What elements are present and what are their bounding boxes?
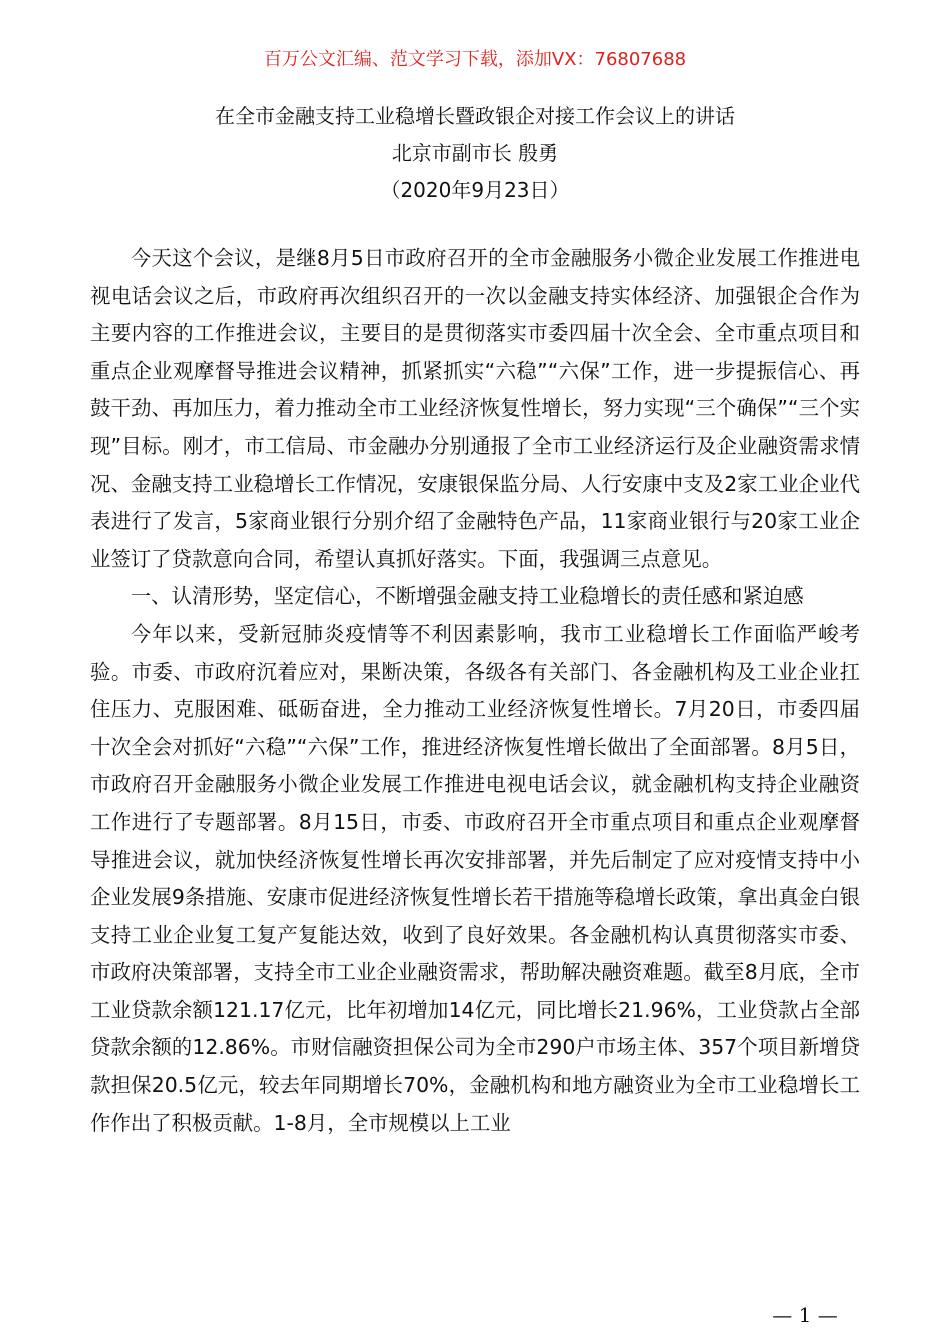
document-heading — [0, 98, 950, 209]
document-date: （2020年9月23日） — [380, 178, 570, 202]
section-heading-1: 一、认清形势，坚定信心，不断增强金融支持工业稳增长的责任感和紧迫感 — [130, 584, 804, 609]
document-body — [90, 240, 860, 1142]
watermark-text: 百万公文汇编、范文学习下载，添加VX：76807688 — [263, 49, 687, 70]
document-title: 在全市金融支持工业稳增长暨政银企对接工作会议上的讲话 — [215, 104, 735, 128]
paragraph-intro: 今天这个会议，是继8月5日市政府召开的全市金融服务小微企业发展工作推进电视电话会议之后，市政府再次组织召开的一次以金融支持实体经济、加强银企合作为主要内容的工作推进会议，主要目的是贯彻落实市委四届十次全会、全市重点项目和重点企业观摩督导推进会议精神，抓紧抓实“六稳”“六保”工作，进一步提振信心、再鼓干劲、再加压力，着力推动全市工业经济恢复性增长，努力实现“三个确保”“三个实现”目标。刚才，市工信局、市金融办分别通报了全市工业经济运行及企业融资需求情况、金融支持工业稳增长工作情况，安康银保监分局、人行安康中支及2家工业企业代表进行了发言，5家商业银行分别介绍了金融特色产品，11家商业银行与20家工业企业签订了贷款意向合同，希望认真抓好落实。下面，我强调三点意见。 — [90, 246, 860, 571]
document-author: 北京市副市长 殷勇 — [391, 141, 559, 165]
page-number: — 1 — — [772, 1303, 838, 1327]
paragraph-section-1: 今年以来，受新冠肺炎疫情等不利因素影响，我市工业稳增长工作面临严峻考验。市委、市政府沉着应对，果断决策，各级各有关部门、各金融机构及工业企业扛住压力、克服困难、砥砺奋进，全力推动工业经济恢复性增长。7月20日，市委四届十次全会对抓好“六稳”“六保”工作，推进经济恢复性增长做出了全面部署。8月5日，市政府召开金融服务小微企业发展工作推进电视电话会议，就金融机构支持企业融资工作进行了专题部署。8月15日，市委、市政府召开全市重点项目和重点企业观摩督导推进会议，就加快经济恢复性增长再次安排部署，并先后制定了应对疫情支持中小企业发展9条措施、安康市促进经济恢复性增长若干措施等稳增长政策，拿出真金白银支持工业企业复工复产复能达效，收到了良好效果。各金融机构认真贯彻落实市委、市政府决策部署，支持全市工业企业融资需求，帮助解决融资难题。截至8月底，全市工业贷款余额121.17亿元，比年初增加14亿元，同比增长21.96%，工业贷款占全部贷款余额的12.86%。市财信融资担保公司为全市290户市场主体、357个项目新增贷款担保20.5亿元，较去年同期增长70%，金融机构和地方融资业为全市工业稳增长工作作出了积极贡献。1-8月，全市规模以上工业 — [90, 621, 860, 1135]
